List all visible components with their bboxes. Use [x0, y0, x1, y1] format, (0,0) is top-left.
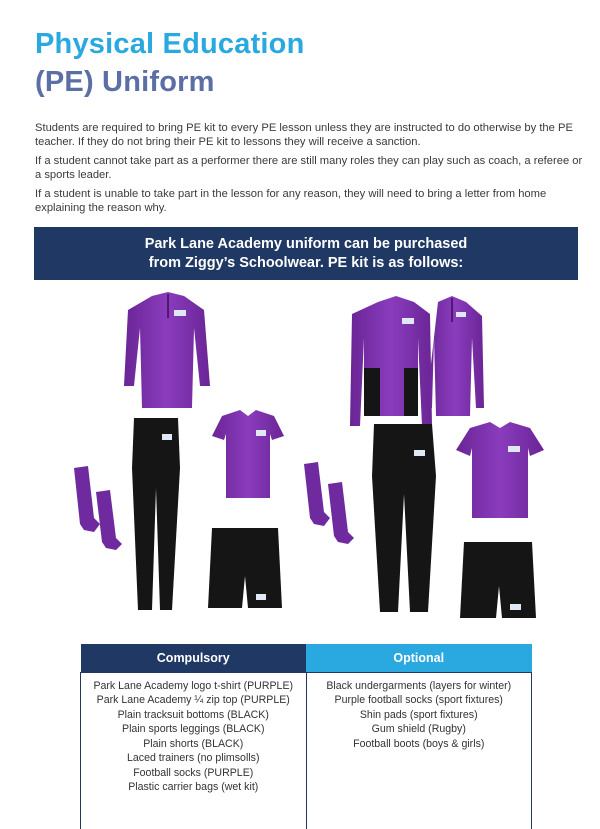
compulsory-header: Compulsory — [81, 644, 307, 672]
shorts-image — [460, 542, 536, 618]
page-subtitle: (PE) Uniform — [35, 66, 215, 98]
kit-illustration — [34, 288, 578, 628]
banner-line-1: Park Lane Academy uniform can be purchased — [144, 236, 468, 252]
optional-cell — [306, 672, 532, 829]
compulsory-item: Plain sports leggings (BLACK) — [122, 723, 265, 735]
compulsory-item: Park Lane Academy logo t-shirt (PURPLE) — [93, 679, 294, 692]
intro-paragraph-3: If a student is unable to take part in the lesson for any reason, they will need to bring a letter from home explaining the reason why. — [35, 188, 547, 214]
optional-item: Gum shield (Rugby) — [371, 723, 466, 735]
compulsory-item: Park Lane Academy ¼ zip top (PURPLE) — [96, 694, 290, 706]
intro-paragraph-2: If a student cannot take part as a performer there are still many roles they can play such as coach, a referee or a sports leader. — [35, 155, 583, 181]
logo-tshirt-image — [212, 410, 284, 498]
tracksuit-bottoms-image — [372, 424, 436, 612]
optional-header: Optional — [306, 644, 532, 672]
kit-table — [80, 644, 532, 829]
optional-item: Shin pads (sport fixtures) — [359, 708, 478, 721]
logo-tshirt-image — [456, 422, 544, 518]
optional-item: Football boots (boys & girls) — [353, 737, 485, 750]
compulsory-item: Plain tracksuit bottoms (BLACK) — [117, 708, 269, 721]
quarter-zip-top-image — [426, 296, 484, 416]
purchase-banner — [34, 227, 578, 280]
compulsory-item: Plastic carrier bags (wet kit) — [128, 781, 259, 793]
socks-image — [74, 466, 122, 550]
socks-image — [304, 462, 354, 544]
optional-item: Black undergarments (layers for winter) — [326, 679, 512, 692]
intro-text — [35, 121, 585, 220]
compulsory-item: Laced trainers (no plimsolls) — [127, 752, 260, 764]
banner-line-2: from Ziggy’s Schoolwear. PE kit is as follows: — [148, 255, 464, 271]
football-jacket-image — [350, 296, 432, 426]
intro-paragraph-1: Students are required to bring PE kit to every PE lesson unless they are instructed to do otherwise by the PE teacher. If they do not bring their PE kit to lessons they will receive a sanction. — [35, 122, 573, 148]
shorts-image — [208, 528, 282, 608]
page-title: Physical Education — [35, 28, 305, 60]
compulsory-item: Plain shorts (BLACK) — [143, 737, 244, 750]
quarter-zip-top-image — [124, 292, 210, 408]
optional-item: Purple football socks (sport fixtures) — [334, 694, 503, 706]
leggings-image — [132, 418, 180, 610]
compulsory-item: Football socks (PURPLE) — [133, 766, 254, 779]
compulsory-cell — [81, 672, 307, 829]
